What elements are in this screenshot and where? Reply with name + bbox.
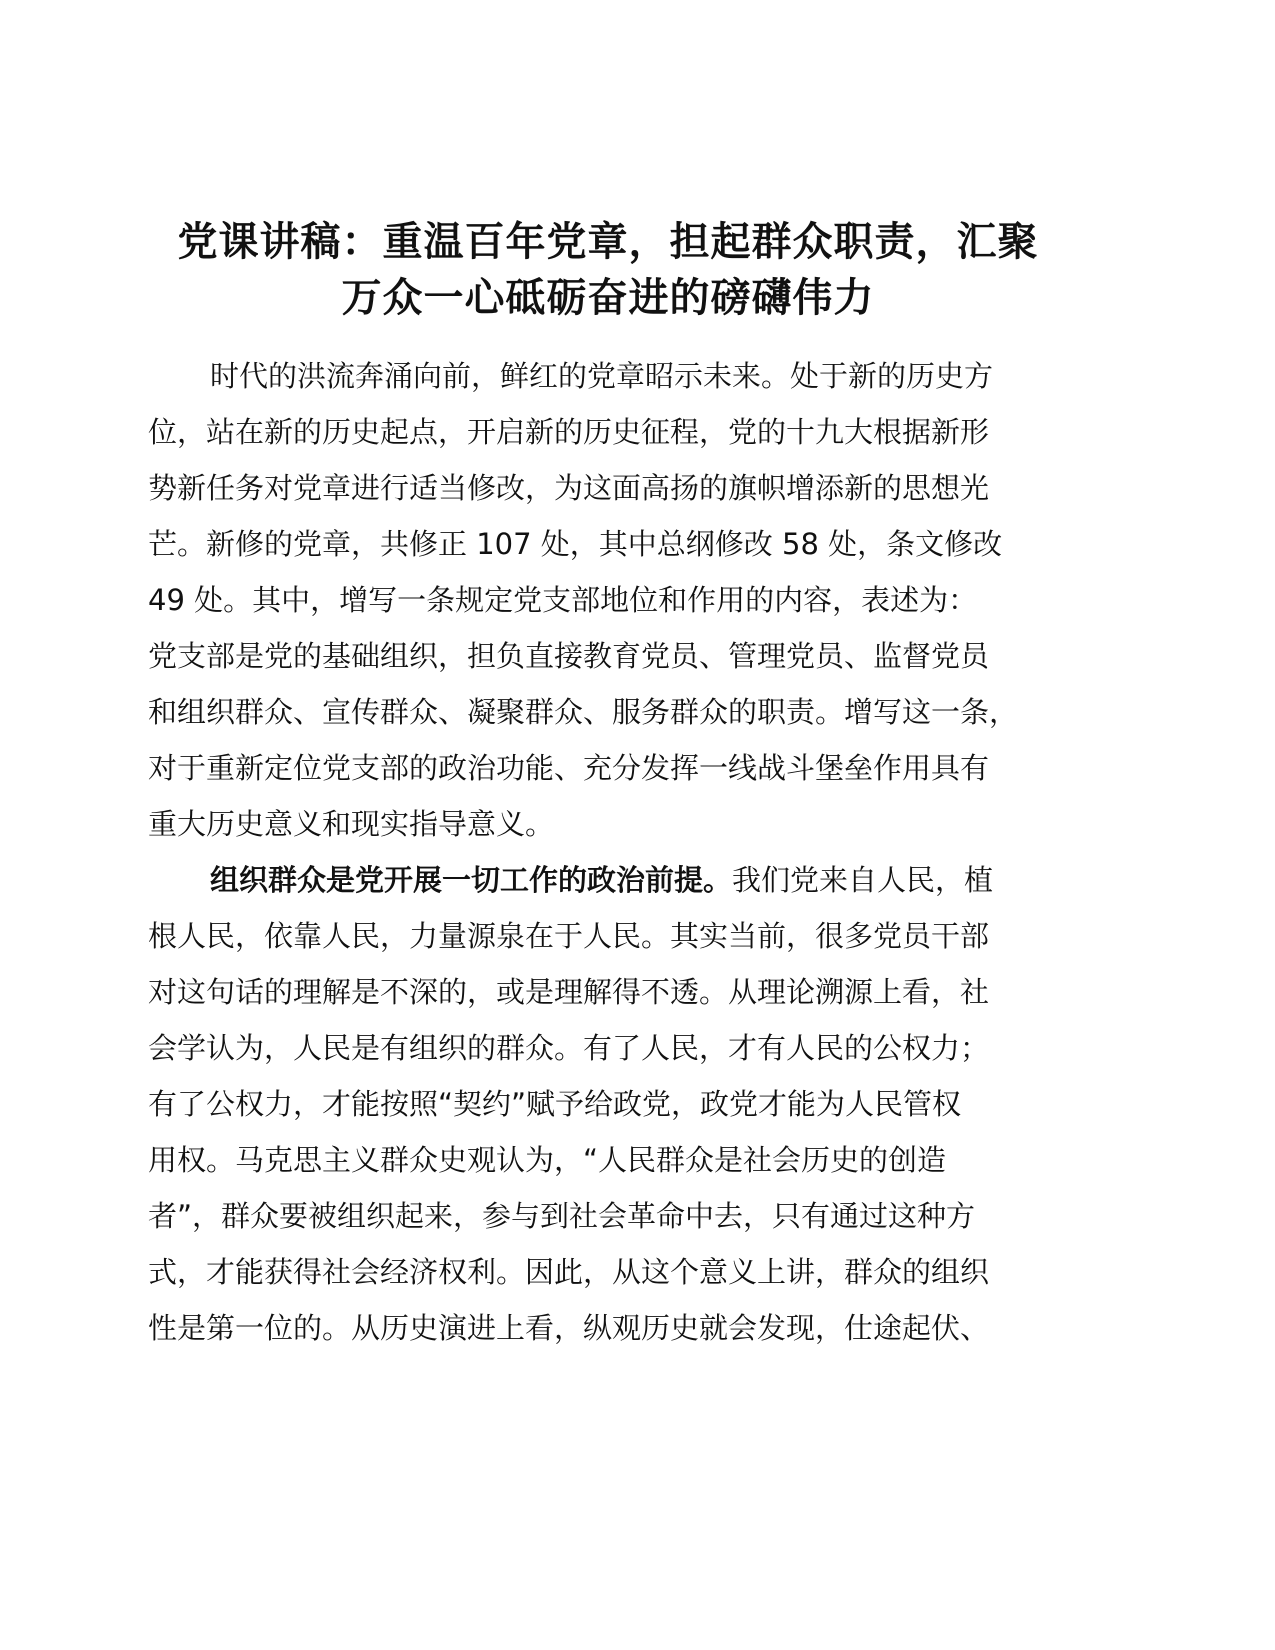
document-page	[148, 214, 1068, 1356]
text-line: 用权。马克思主义群众史观认为，“人民群众是社会历史的创造	[148, 1143, 947, 1177]
text-line: 性是第一位的。从历史演进上看，纵观历史就会发现，仕途起伏、	[148, 1311, 990, 1345]
text-line: 对于重新定位党支部的政治功能、充分发挥一线战斗堡垒作用具有	[148, 751, 990, 785]
title-line: 党课讲稿：重温百年党章，担起群众职责，汇聚	[177, 219, 1039, 265]
text-line: 和组织群众、宣传群众、凝聚群众、服务群众的职责。增写这一条，	[148, 695, 1019, 729]
text-line	[148, 852, 1068, 908]
paragraph-2	[148, 852, 1068, 1356]
paragraph-1	[148, 348, 1068, 852]
text-line: 会学认为，人民是有组织的群众。有了人民，才有人民的公权力；	[148, 1031, 990, 1065]
text-line: 者”，群众要被组织起来，参与到社会革命中去，只有通过这种方	[148, 1199, 976, 1233]
text-line: 49 处。其中，增写一条规定党支部地位和作用的内容，表述为：	[148, 583, 978, 617]
text-line: 根人民，依靠人民，力量源泉在于人民。其实当前，很多党员干部	[148, 919, 990, 953]
text-line: 党支部是党的基础组织，担负直接教育党员、管理党员、监督党员	[148, 639, 990, 673]
text-line: 有了公权力，才能按照“契约”赋予给政党，政党才能为人民管权	[148, 1087, 962, 1121]
text-line: 时代的洪流奔涌向前，鲜红的党章昭示未来。处于新的历史方	[210, 359, 994, 393]
paragraph-lead-sentence: 组织群众是党开展一切工作的政治前提。	[210, 863, 733, 897]
document-title	[148, 214, 1068, 326]
text-line: 芒。新修的党章，共修正 107 处，其中总纲修改 58 处，条文修改	[148, 527, 1003, 561]
text-line: 式，才能获得社会经济权利。因此，从这个意义上讲，群众的组织	[148, 1255, 990, 1289]
text-run: 我们党来自人民，植	[732, 863, 994, 897]
text-line: 位，站在新的历史起点，开启新的历史征程，党的十九大根据新形	[148, 415, 990, 449]
text-line: 对这句话的理解是不深的，或是理解得不透。从理论溯源上看，社	[148, 975, 990, 1009]
title-line: 万众一心砥砺奋进的磅礴伟力	[341, 275, 875, 321]
text-line: 重大历史意义和现实指导意义。	[148, 807, 555, 841]
document-body	[148, 348, 1068, 1356]
text-line: 势新任务对党章进行适当修改，为这面高扬的旗帜增添新的思想光	[148, 471, 990, 505]
